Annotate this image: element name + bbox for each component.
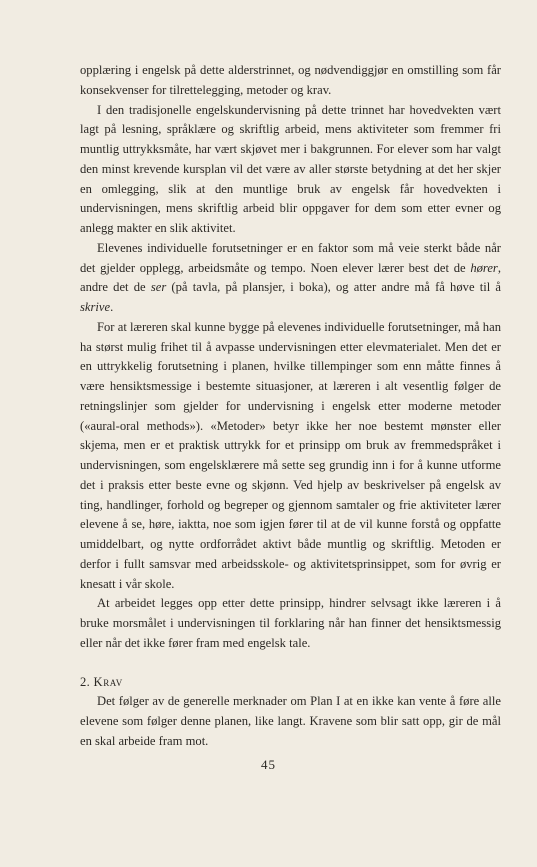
paragraph-3 [80,239,501,318]
section-title: Krav [93,674,123,689]
paragraph-3-part-4: . [110,300,114,314]
paragraph-5: At arbeidet legges opp etter dette prinsipp, hindrer selvsagt ikke læreren i å bruke morsmålet i undervisningen til forklaring når han finner det hensiktsmessig eller når det ikke fører fram med engelsk tale. [80,596,501,650]
paragraph-3-part-3: (på tavla, på plansjer, i boka), og atter andre må få høve til å [166,280,502,295]
paragraph-2: I den tradisjonelle engelskundervisning på dette trinnet har hovedvekten vært lagt på lesning, språklære og skriftlig arbeid, mens aktiviteter som fremmer fri muntlig uttrykksmåte, har vært skjøvet mer i bakgrunnen. For elever som har valgt den minst krevende kursplan vil det være av aller største betydning at det her skjer en omlegging, slik at den muntlige bruk av engelsk får hovedvekten i undervisningen, mens skriftlig arbeid blir oppgaver for dem som etter evner og anlegg makter en slik aktivitet. [80,102,501,235]
paragraph-3-part-2: , andre det de [80,260,501,295]
emphasis-horer: hører [470,260,498,275]
paragraph-1: opplæring i engelsk på dette alderstrinnet, og nødvendiggjør en omstilling som får konsekvenser for tilrettelegging, metoder og krav. [80,63,501,97]
paragraph-4: For at læreren skal kunne bygge på elevenes individuelle forutsetninger, må han ha størst mulig frihet til å avpasse undervisningen etter elevmaterialet. Men det er en uttrykkelig forutsetning i planen, hvilke tillempinger som enn måtte finnes å være hensiktsmessige i bestemte situasjoner, at læreren i alt vesentlig følger de retningslinjer som gjelder for undervisning i engelsk etter moderne metoder («aural-oral methods»). «Metoder» betyr ikke her noe bestemt mønster eller skjema, men er et praktisk uttrykk for et prinsipp om bruk av fremmedspråket i undervisningen, som engelsklærere må sette seg grundig inn i for å kunne utforme det i praksis etter beste evne og skjønn. Ved hjelp av beskrivelser på engelsk av ting, handlinger, forhold og begreper og gjennom samtaler og frie aktiviteter lærer elevene å se, høre, iaktta, noe som igjen fører til at de vil kunne forstå og oppfatte umiddelbart, og nytte ordforrådet aktivt både muntlig og skriftlig. Metoden er derfor i fullt samsvar med arbeidsskole- og aktivitetsprinsippet, som for øvrig er knesatt i vår skole. [80,319,501,591]
section-heading [80,673,501,693]
body-text [80,61,501,752]
emphasis-skrive: skrive [80,300,111,314]
paragraph-3-part-1: Elevenes individuelle forutsetninger er en faktor som må veie sterkt både når det gjelder opplegg, arbeidsmåte og tempo. Noen elever lærer best det de [80,240,501,275]
emphasis-ser: ser [150,280,167,295]
page-number: 45 [261,757,276,772]
section-paragraph: Det følger av de generelle merknader om Plan I at en ikke kan vente å føre alle elevene som følger denne planen, like langt. Kravene som blir satt opp, gir de mål en skal arbeide fram mot. [80,694,501,748]
section-number: 2. [80,674,91,689]
